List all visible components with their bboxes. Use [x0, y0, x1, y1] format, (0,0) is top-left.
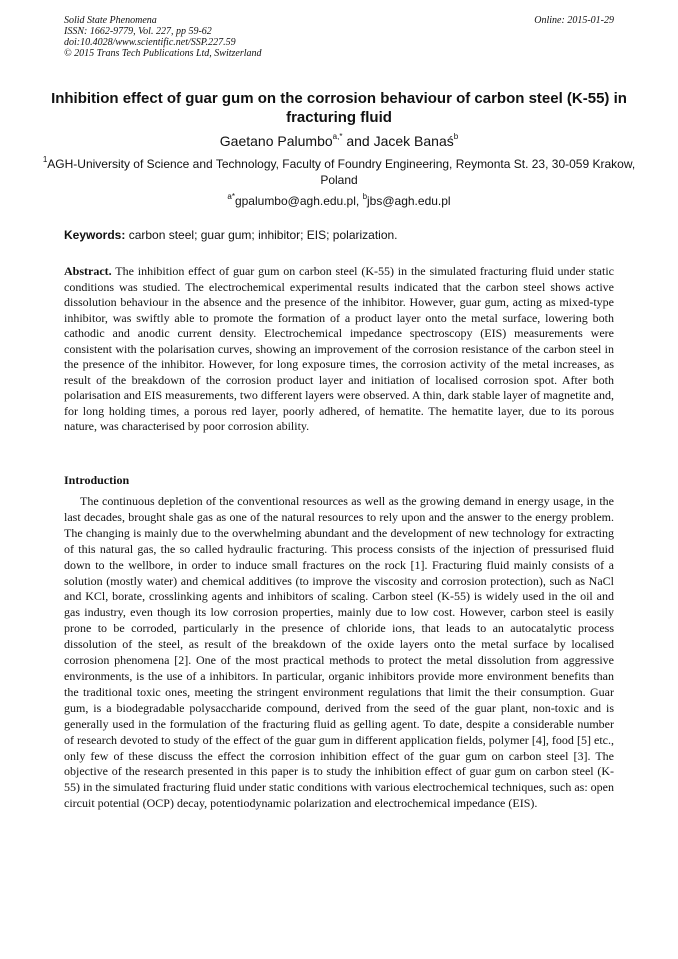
email-link[interactable]: jbs@agh.edu.pl [367, 194, 451, 208]
email-separator: , [355, 194, 363, 208]
author-conjunction: and [342, 133, 374, 149]
author-name: Gaetano Palumbo [219, 133, 333, 149]
issn-line: ISSN: 1662-9779, Vol. 227, pp 59-62 [64, 26, 212, 37]
email-superscript: b [362, 192, 368, 201]
abstract-label: Abstract. [64, 264, 112, 278]
keywords-label: Keywords: [64, 228, 126, 242]
author-superscript: a,* [332, 132, 343, 142]
keywords-text: carbon steel; guar gum; inhibitor; EIS; polarization. [125, 228, 398, 242]
author-superscript: b [453, 132, 459, 142]
journal-header [64, 15, 444, 59]
paper-title: Inhibition effect of guar gum on the corrosion behaviour of carbon steel (K-55) in fracturing fluid [51, 90, 627, 126]
online-date: Online: 2015-01-29 [534, 15, 614, 26]
email-line [40, 193, 638, 209]
journal-name: Solid State Phenomena [64, 15, 157, 26]
affiliation-text: AGH-University of Science and Technology, Faculty of Foundry Engineering, Reymonta St. 23, 30-059 Krakow, Poland [47, 157, 636, 187]
affiliation [40, 156, 638, 188]
author-line [40, 133, 638, 150]
section-heading: Introduction [64, 473, 130, 487]
affiliation-superscript: 1 [42, 155, 48, 164]
author-name: Jacek Banaś [373, 133, 454, 149]
copyright-line: © 2015 Trans Tech Publications Ltd, Switzerland [64, 48, 262, 59]
email-link[interactable]: gpalumbo@agh.edu.pl [234, 194, 356, 208]
abstract-text: The inhibition effect of guar gum on carbon steel (K-55) in the simulated fracturing fluid under static conditions was studied. The electrochemical experimental results indicated that the carbon steel shows active dissolution behaviour in the absence and the presence of the inhibitor. However, guar gum, acting as mixed-type inhibitor, was swiftly able to promote the formation of a product layer onto the metal surface, lowering both cathodic and anodic current density. Electrochemical impedance spectroscopy (EIS) measurements were consistent with the polarisation curves, showing an improvement of the corrosion resistance of the carbon steel in the presence of the inhibitor. However, for long exposure times, the corrosion activity of the metal increases, as result of the breakdown of the corrosion product layer and initiation of localised corrosion spot. After both polarisation and EIS measurements, two different layers were observed. A thin, dark stable layer of magnetite and, for long holding times, a porous red layer, poorly adhered, of hematite. The hematite layer, due to its porous nature, was characterised by poor corrosion ability. [64, 264, 614, 433]
doi-line: doi:10.4028/www.scientific.net/SSP.227.59 [64, 37, 236, 48]
introduction-paragraph: The continuous depletion of the conventional resources as well as the growing demand in energy usage, in the last decades, brought shale gas as one of the natural resources to rely upon and the answer to the energy problem. The changing is mainly due to the overwhelming abundant and the development of new technology for extracting of this natural gas, the so called hydraulic fracturing. This process consists of the injection of pressurised fluid down to the wellbore, in order to induce small fractures on the rock [1]. Fracturing fluid mainly consists of a solution (mostly water) and chemical additives (to improve the viscosity and corrosion protection), such as NaCl and KCl, borate, crosslinking agents and inhibitors of scaling. Carbon steel (K-55) is widely used in the oil and gas industry, even though its low corrosion properties, mainly due to low cost. However, carbon steel is easily prone to be corroded, particularly in the presence of chloride ions, that leads to an autocatalytic process dissolution of the steel, as result of the breakdown of the oxide layers onto the metal surface by localised corrosion phenomena [2]. One of the most practical methods to protect the metal dissolution from aggressive environments, is the use of a inhibitors. In particular, organic inhibitors provide more environment benefits than the traditional toxic ones, meeting the stringent environment regulations that limit the their consumption. Guar gum, is a biodegradable polysaccharide compound, derived from the seed of the guar plant, non-toxic and is generally used in the formulation of the fracturing fluid as gelling agent. To date, despite a considerable number of research devoted to study of the effect of the guar gum in different application fields, polymer [4], food [5] etc., only few of these discuss the effect the corrosion inhibition effect of the guar gum on carbon steel [3]. The objective of the research presented in this paper is to study the inhibition effect of guar gum on carbon steel (K-55) in the simulated fracturing fluid under static conditions with various electrochemical techniques, such as: open circuit potential (OCP) decay, potentiodynamic polarization and electrochemical impedance (EIS). [64, 494, 614, 811]
abstract [64, 264, 614, 435]
email-superscript: a* [227, 192, 235, 201]
keywords [64, 228, 616, 243]
